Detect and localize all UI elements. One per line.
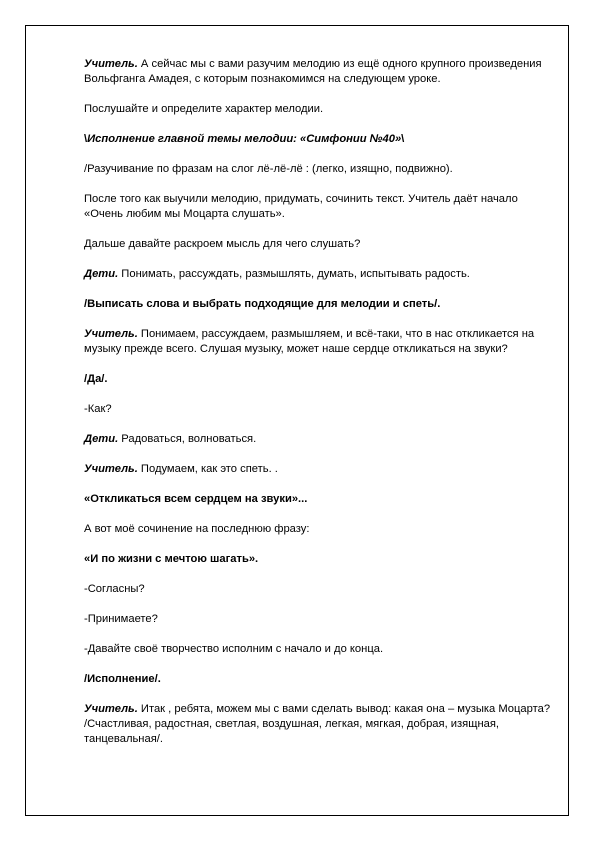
paragraph-text: Послушайте и определите характер мелодии. — [84, 103, 324, 115]
paragraph-learning-phrases — [84, 162, 552, 177]
paragraph-my-composition — [84, 522, 552, 537]
bold-text: /Исполнение/. — [84, 673, 161, 685]
speaker-label: Дети. — [84, 268, 119, 280]
paragraph-text: -Давайте своё творчество исполним с начало и до конца. — [84, 643, 384, 655]
bold-text: /Да/. — [84, 373, 108, 385]
bold-prefix: \ — [84, 133, 88, 145]
speaker-label: Учитель. — [84, 328, 138, 340]
bold-text: /Выписать слова и выбрать подходящие для мелодии и спеть/. — [84, 298, 441, 310]
paragraph-text: Подумаем, как это спеть. . — [137, 463, 278, 475]
paragraph-children-answer — [84, 267, 552, 282]
paragraph-agree — [84, 582, 552, 597]
paragraph-conclusion — [84, 702, 552, 747]
speaker-label: Дети. — [84, 433, 119, 445]
paragraph-text: Радоваться, волноваться. — [118, 433, 257, 445]
paragraph-question — [84, 237, 552, 252]
paragraph-text: А сейчас мы с вами разучим мелодию из ещё одного крупного произведения Вольфганга Амадея, с которым познакомимся на следующем уроке. — [84, 58, 542, 85]
paragraph-compose-text — [84, 192, 552, 222]
paragraph-text: -Как? — [84, 403, 112, 415]
paragraph-lyric-line-1 — [84, 492, 552, 507]
paragraph-teacher-intro — [84, 57, 552, 87]
paragraph-how — [84, 402, 552, 417]
speaker-label: Учитель. — [84, 703, 138, 715]
bold-text: «Откликаться всем сердцем на звуки»... — [84, 493, 308, 505]
document-body — [84, 57, 552, 762]
paragraph-performance-theme — [84, 132, 552, 147]
paragraph-lyric-line-2 — [84, 552, 552, 567]
paragraph-text: После того как выучили мелодию, придумать, сочинить текст. Учитель даёт начало «Очень любим мы Моцарта слушать». — [84, 193, 518, 220]
paragraph-text: Понимать, рассуждать, размышлять, думать, испытывать радость. — [118, 268, 470, 280]
paragraph-teacher-think — [84, 462, 552, 477]
speaker-label: Учитель. — [84, 58, 138, 70]
paragraph-text: /Разучивание по фразам на слог лё-лё-лё : (легко, изящно, подвижно). — [84, 163, 453, 175]
paragraph-text: Понимаем, рассуждаем, размышляем, и всё-таки, что в нас откликается на музыку прежде всего. Слушая музыку, может наше сердце откликаться на звуки? — [84, 328, 535, 355]
paragraph-text: Дальше давайте раскроем мысль для чего слушать? — [84, 238, 361, 250]
paragraph-teacher-reflection — [84, 327, 552, 357]
paragraph-yes — [84, 372, 552, 387]
paragraph-children-feelings — [84, 432, 552, 447]
paragraph-text: -Принимаете? — [84, 613, 158, 625]
bold-suffix: \ — [401, 133, 405, 145]
speaker-label: Учитель. — [84, 463, 138, 475]
bold-text: «И по жизни с мечтою шагать». — [84, 553, 259, 565]
paragraph-listen — [84, 102, 552, 117]
paragraph-text: -Согласны? — [84, 583, 145, 595]
paragraph-text: Итак , ребята, можем мы с вами сделать вывод: какая она – музыка Моцарта? /Счастливая, радостная, светлая, воздушная, легкая, мягкая, добрая, изящная, танцевальная/. — [84, 703, 551, 745]
paragraph-accept — [84, 612, 552, 627]
paragraph-write-words — [84, 297, 552, 312]
bold-italic-text: Исполнение главной темы мелодии: «Симфонии №40» — [87, 133, 402, 145]
paragraph-text: А вот моё сочинение на последнюю фразу: — [84, 523, 310, 535]
paragraph-performance — [84, 672, 552, 687]
paragraph-perform-all — [84, 642, 552, 657]
